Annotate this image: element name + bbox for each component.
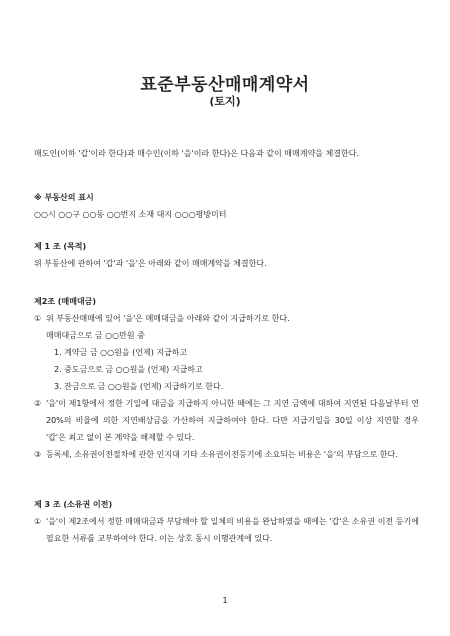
- payment-line-2: 2. 중도금으로 금 ○○원을 (언제) 지급하고: [54, 365, 203, 374]
- article-2-item-2-text: '을'이 제1항에서 정한 기일에 대금을 지급하지 아니한 때에는 그 지연 금액에 대하여 지연된 다음날부터 연 20%의 비율에 의한 지연배상금을 가산하여 지급하여야 한다. 다만 지급기일을 30일 이상 지연할 경우 '갑'은 최고 없이 본 계약을 해제할 수 있다.: [46, 399, 419, 442]
- item-marker: ③: [34, 450, 42, 459]
- article-2-item-3: [34, 446, 419, 463]
- article-1-text: 위 부동산에 관하여 '갑'과 '을'은 아래와 같이 매매계약을 체결한다.: [34, 259, 267, 268]
- article-2-section: [34, 293, 419, 463]
- article-2-item-1-text: 위 부동산매매에 있어 '을'은 매매대금을 아래와 같이 지급하기로 한다.: [46, 314, 290, 323]
- property-text: ○○시 ○○구 ○○동 ○○번지 소재 대지 ○○○평방미터: [34, 210, 227, 219]
- article-1-section: [34, 238, 419, 272]
- property-section: [34, 189, 419, 223]
- article-1-heading: 제 1 조 (목적): [34, 242, 87, 251]
- article-2-item-2: [34, 395, 419, 446]
- payment-line-3: 3. 잔금으로 금 ○○원을 (언제) 지급하기로 한다.: [54, 382, 224, 391]
- payment-line-1: 1. 계약금 금 ○○원을 (언제) 지급하고: [54, 348, 188, 357]
- intro-paragraph: 매도인(이하 '갑'이라 한다)과 매수인(이하 '을'이라 한다)은 다음과 같이 매매계약을 체결한다.: [34, 149, 359, 158]
- article-3-item-1: [34, 513, 419, 547]
- article-2-heading: 제2조 (매매대금): [34, 297, 97, 306]
- article-3-item-1-text: '을'이 제2조에서 정한 매매대금과 부담해야 할 일체의 비용을 완납하였을 때에는 '갑'은 소유권 이전 등기에 필요한 서류를 교부하여야 한다. 이는 상호 동시 이행관계에 있다.: [46, 517, 419, 543]
- item-marker: ①: [34, 314, 42, 323]
- document-title: 표준부동산매매계약서: [140, 75, 310, 95]
- page-number: 1: [222, 596, 228, 605]
- article-3-section: [34, 496, 419, 547]
- article-2-total: 매매대금으로 금 ○○만원 중: [46, 331, 145, 340]
- document-subtitle: (토지): [209, 95, 241, 108]
- property-heading: ※ 부동산의 표시: [34, 193, 94, 202]
- article-3-heading: 제 3 조 (소유권 이전): [34, 500, 113, 509]
- item-marker: ①: [34, 517, 42, 526]
- article-2-item-3-text: 등록세, 소유권이전절차에 관한 인지대 기타 소유권이전등기에 소요되는 비용은 '을'의 부담으로 한다.: [46, 450, 398, 459]
- article-2-item-1: [34, 310, 419, 327]
- item-marker: ②: [34, 399, 42, 408]
